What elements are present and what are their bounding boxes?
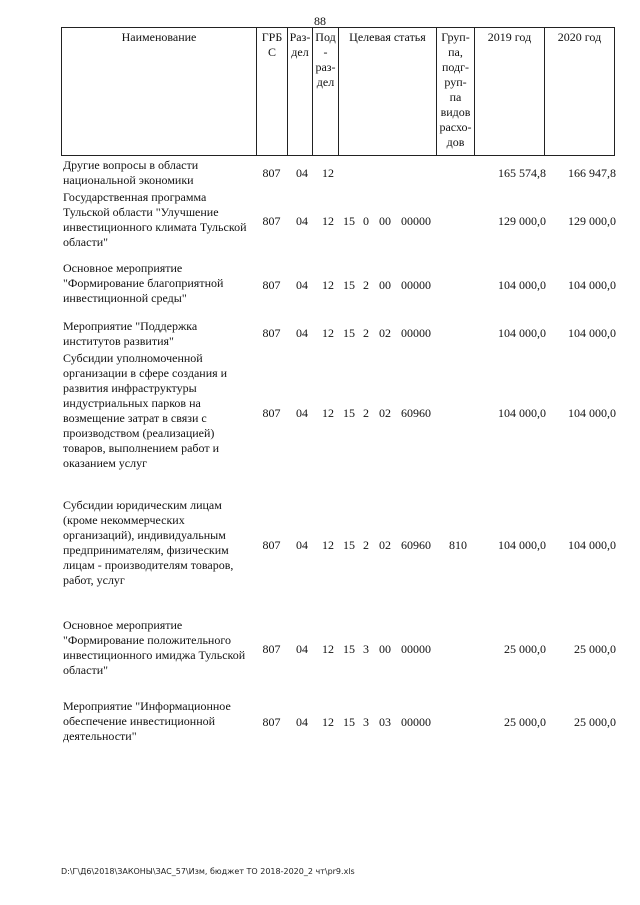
- row-t2: 2: [363, 326, 369, 340]
- row-t3: 00: [379, 214, 391, 228]
- row-rz: 04: [296, 538, 308, 552]
- header-name: Наименование: [62, 28, 257, 156]
- row-2019: 104 000,0: [498, 326, 546, 340]
- row-t4: 00000: [401, 642, 431, 656]
- header-2020: 2020 год: [545, 28, 615, 156]
- row-t4: 00000: [401, 214, 431, 228]
- row-pr: 12: [322, 326, 334, 340]
- header-razdel: Раз- дел: [288, 28, 313, 156]
- row-2020: 104 000,0: [568, 406, 616, 420]
- row-t3: 00: [379, 642, 391, 656]
- row-name: Мероприятие "Информационное обеспечение инвестиционной деятельности": [63, 699, 231, 743]
- header-2019: 2019 год: [475, 28, 545, 156]
- row-t3: 02: [379, 406, 391, 420]
- row-rz: 04: [296, 278, 308, 292]
- row-name: Мероприятие "Поддержка институтов развития": [63, 319, 198, 348]
- row-name: Государственная программа Тульской области "Улучшение инвестиционного климата Тульской области": [63, 190, 247, 249]
- row-t2: 2: [363, 538, 369, 552]
- row-grbs: 807: [262, 214, 281, 228]
- row-t4: 00000: [401, 326, 431, 340]
- row-2020: 104 000,0: [568, 538, 616, 552]
- row-t1: 15: [343, 538, 355, 552]
- row-t4: 00000: [401, 715, 431, 729]
- header-podrazdel: Под- раз- дел: [313, 28, 339, 156]
- row-grbs: 807: [262, 166, 281, 180]
- row-name: Основное мероприятие "Формирование благоприятной инвестиционной среды": [63, 261, 224, 305]
- row-t3: 03: [379, 715, 391, 729]
- page-number: 88: [314, 14, 326, 28]
- row-vr: 810: [449, 538, 467, 552]
- row-2020: 104 000,0: [568, 326, 616, 340]
- row-t4: 00000: [401, 278, 431, 292]
- row-2019: 104 000,0: [498, 406, 546, 420]
- row-2019: 25 000,0: [504, 715, 546, 729]
- row-rz: 04: [296, 406, 308, 420]
- row-t1: 15: [343, 642, 355, 656]
- row-grbs: 807: [262, 278, 281, 292]
- row-t2: 3: [363, 715, 369, 729]
- row-grbs: 807: [262, 642, 281, 656]
- row-2020: 104 000,0: [568, 278, 616, 292]
- row-grbs: 807: [262, 715, 281, 729]
- row-grbs: 807: [262, 538, 281, 552]
- row-pr: 12: [322, 538, 334, 552]
- header-target: Целевая статья: [339, 28, 437, 156]
- row-2020: 129 000,0: [568, 214, 616, 228]
- row-t3: 02: [379, 326, 391, 340]
- row-name: Другие вопросы в области национальной экономики: [63, 158, 199, 187]
- row-pr: 12: [322, 278, 334, 292]
- row-t2: 2: [363, 406, 369, 420]
- row-t1: 15: [343, 214, 355, 228]
- header-group: Груп- па, подг- руп- па видов расхо- дов: [437, 28, 475, 156]
- row-2020: 25 000,0: [574, 642, 616, 656]
- row-name: Субсидии уполномоченной организации в сфере создания и развития инфраструктуры индустриальных парков на возмещение затрат в связи с производством (реализацией) товаров, выполнением работ и оказанием услуг: [63, 351, 228, 470]
- row-2020: 166 947,8: [568, 166, 616, 180]
- row-2020: 25 000,0: [574, 715, 616, 729]
- row-2019: 165 574,8: [498, 166, 546, 180]
- row-2019: 104 000,0: [498, 538, 546, 552]
- row-rz: 04: [296, 642, 308, 656]
- row-rz: 04: [296, 166, 308, 180]
- row-pr: 12: [322, 214, 334, 228]
- row-t3: 00: [379, 278, 391, 292]
- row-pr: 12: [322, 406, 334, 420]
- row-rz: 04: [296, 326, 308, 340]
- row-2019: 129 000,0: [498, 214, 546, 228]
- row-t2: 2: [363, 278, 369, 292]
- row-t1: 15: [343, 406, 355, 420]
- row-pr: 12: [322, 715, 334, 729]
- row-name: Основное мероприятие "Формирование положительного инвестиционного имиджа Тульской области": [63, 618, 246, 677]
- row-t4: 60960: [401, 406, 431, 420]
- row-t1: 15: [343, 715, 355, 729]
- row-t3: 02: [379, 538, 391, 552]
- file-path-footer: D:\Г\Д6\2018\ЗАКОНЫ\ЗАС_57\Изм, бюджет ТО 2018-2020_2 чт\pr9.xls: [61, 867, 355, 876]
- row-2019: 25 000,0: [504, 642, 546, 656]
- row-rz: 04: [296, 214, 308, 228]
- row-rz: 04: [296, 715, 308, 729]
- header-grbs: ГРБ С: [257, 28, 288, 156]
- row-t2: 3: [363, 642, 369, 656]
- row-t1: 15: [343, 326, 355, 340]
- row-grbs: 807: [262, 326, 281, 340]
- row-name: Субсидии юридическим лицам (кроме некоммерческих организаций), индивидуальным предпринимателям, физическим лицам - производителям товаров, работ, услуг: [63, 498, 234, 587]
- row-pr: 12: [322, 642, 334, 656]
- row-t1: 15: [343, 278, 355, 292]
- row-grbs: 807: [262, 406, 281, 420]
- row-t2: 0: [363, 214, 369, 228]
- row-2019: 104 000,0: [498, 278, 546, 292]
- row-pr: 12: [322, 166, 334, 180]
- row-t4: 60960: [401, 538, 431, 552]
